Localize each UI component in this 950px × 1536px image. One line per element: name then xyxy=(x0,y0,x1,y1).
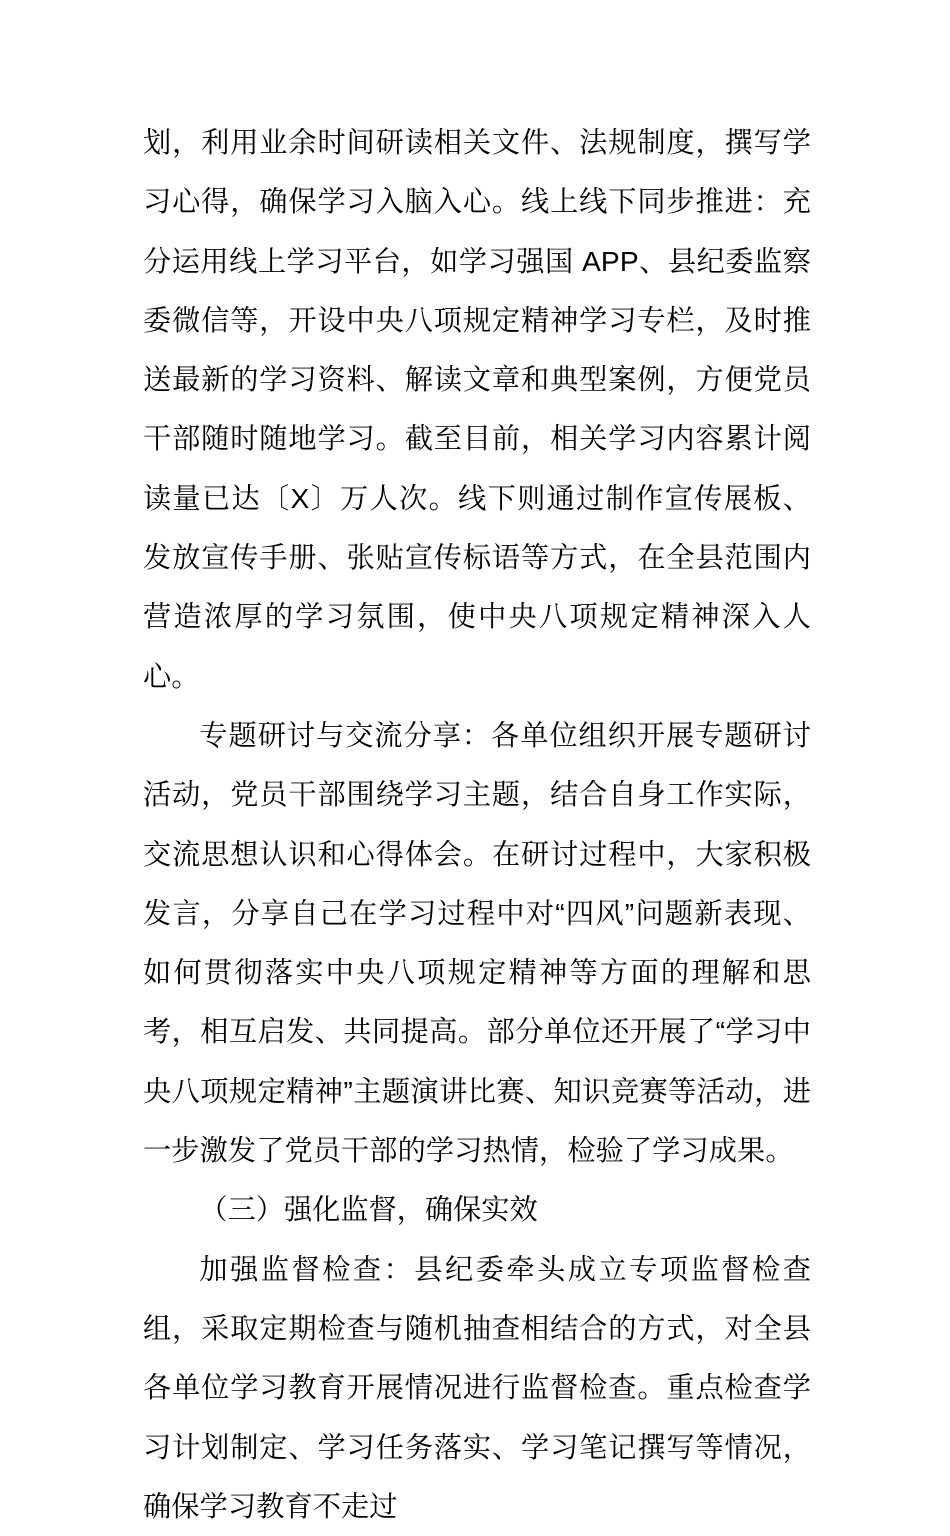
paragraph-study-plan: 划，利用业余时间研读相关文件、法规制度，撰写学习心得，确保学习入脑入心。线上线下同步推进：充分运用线上学习平台，如学习强国 APP、县纪委监察委微信等，开设中央八项规定精神学习专栏，及时推送最新的学习资料、解读文章和典型案例，方便党员干部随时随地学习。截至目前，相关学习内容累计阅读量已达〔X〕万人次。线下则通过制作宣传展板、发放宣传手册、张贴宣传标语等方式，在全县范围内营造浓厚的学习氛围，使中央八项规定精神深入人心。 xyxy=(143,126,811,692)
paragraph-supervision-inspection: 加强监督检查：县纪委牵头成立专项监督检查组，采取定期检查与随机抽查相结合的方式，对全县各单位学习教育开展情况进行监督检查。重点检查学习计划制定、学习任务落实、学习笔记撰写等情况，确保学习教育不走过 xyxy=(143,1252,811,1522)
paragraph-seminar-exchange: 专题研讨与交流分享：各单位组织开展专题研讨活动，党员干部围绕学习主题，结合自身工作实际，交流思想认识和心得体会。在研讨过程中，大家积极发言，分享自己在学习过程中对“四风”问题新表现、如何贯彻落实中央八项规定精神等方面的理解和思考，相互启发、共同提高。部分单位还开展了“学习中央八项规定精神”主题演讲比赛、知识竞赛等活动，进一步激发了党员干部的学习热情，检验了学习成果。 xyxy=(143,718,811,1167)
document-text-body xyxy=(143,113,811,1536)
heading-section-three: （三）强化监督，确保实效 xyxy=(199,1193,538,1226)
